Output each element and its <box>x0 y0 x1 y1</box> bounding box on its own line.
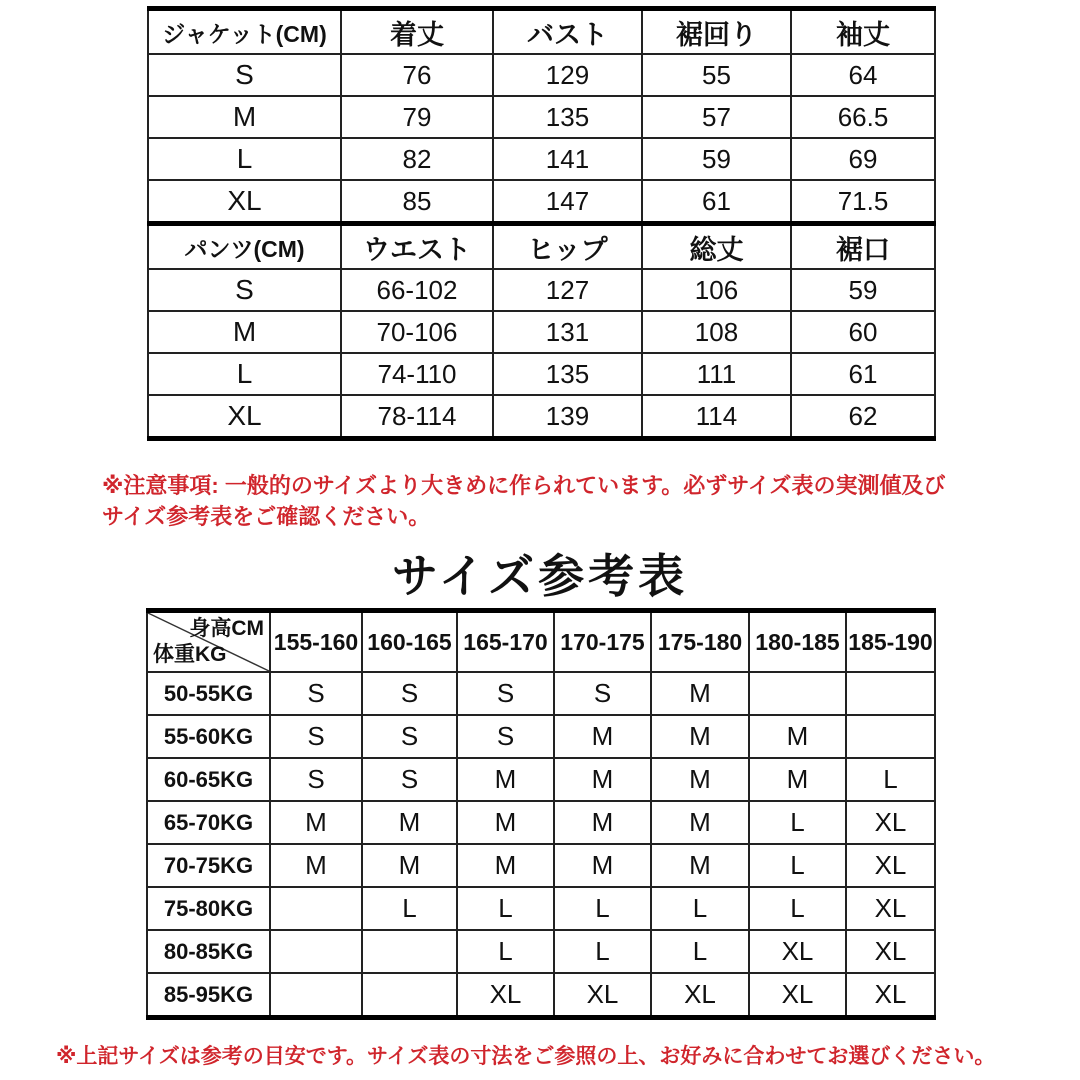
size-cell: M <box>554 758 651 801</box>
size-label: XL <box>148 395 341 439</box>
weight-row-label: 85-95KG <box>147 973 270 1018</box>
size-cell: L <box>362 887 457 930</box>
size-cell: M <box>362 801 457 844</box>
pants-row-m <box>148 311 935 353</box>
diagonal-header-cell <box>147 611 270 673</box>
size-cell: S <box>362 672 457 715</box>
weight-axis-label: 体重KG <box>153 643 227 666</box>
size-cell: XL <box>554 973 651 1018</box>
size-cell: M <box>554 715 651 758</box>
size-cell: XL <box>457 973 554 1018</box>
col-header-total-length: 総丈 <box>642 224 791 270</box>
size-cell: M <box>749 758 846 801</box>
height-col-header: 155-160 <box>270 611 362 673</box>
footer-note: ※上記サイズは参考の目安です。サイズ表の寸法をご参照の上、お好みに合わせてお選びください。 <box>56 1045 996 1068</box>
col-header-hip: ヒップ <box>493 224 642 270</box>
table-cell: 57 <box>642 96 791 138</box>
size-cell: XL <box>846 844 935 887</box>
table-cell: 60 <box>791 311 935 353</box>
table-cell: 59 <box>791 269 935 311</box>
size-cell: M <box>457 758 554 801</box>
table-cell: 64 <box>791 54 935 96</box>
jacket-row-xl <box>148 180 935 224</box>
size-cell: M <box>749 715 846 758</box>
weight-row-label: 55-60KG <box>147 715 270 758</box>
size-cell: S <box>270 672 362 715</box>
pants-header-row <box>148 224 935 270</box>
size-cell: L <box>457 930 554 973</box>
height-col-header: 175-180 <box>651 611 749 673</box>
col-header-waist: ウエスト <box>341 224 493 270</box>
table-cell: 139 <box>493 395 642 439</box>
size-cell: L <box>749 801 846 844</box>
size-reference-table <box>146 608 936 1020</box>
pants-row-xl <box>148 395 935 439</box>
size-label: M <box>148 96 341 138</box>
height-col-header: 160-165 <box>362 611 457 673</box>
col-header-bust: バスト <box>493 9 642 55</box>
weight-row-label: 75-80KG <box>147 887 270 930</box>
table-cell: 66-102 <box>341 269 493 311</box>
size-cell: S <box>362 715 457 758</box>
size-cell: S <box>457 715 554 758</box>
weight-row-label: 70-75KG <box>147 844 270 887</box>
height-axis-label: 身高CM <box>189 617 264 640</box>
size-cell: M <box>554 801 651 844</box>
size-cell: L <box>554 930 651 973</box>
height-col-header: 180-185 <box>749 611 846 673</box>
size-cell: S <box>362 758 457 801</box>
size-cell <box>270 887 362 930</box>
pants-row-l <box>148 353 935 395</box>
col-header-sleeve: 袖丈 <box>791 9 935 55</box>
table-cell: 55 <box>642 54 791 96</box>
height-col-header: 170-175 <box>554 611 651 673</box>
size-cell: L <box>651 930 749 973</box>
size-cell: XL <box>749 930 846 973</box>
size-label: M <box>148 311 341 353</box>
jacket-label: ジャケット(CM) <box>148 9 341 55</box>
size-cell: M <box>270 801 362 844</box>
pants-row-s <box>148 269 935 311</box>
jacket-row-m <box>148 96 935 138</box>
size-cell: XL <box>846 930 935 973</box>
table-cell: 74-110 <box>341 353 493 395</box>
size-cell: L <box>457 887 554 930</box>
size-cell: L <box>651 887 749 930</box>
size-cell <box>362 930 457 973</box>
size-cell: M <box>270 844 362 887</box>
caution-note-line1: ※注意事項: 一般的のサイズより大きめに作られています。必ずサイズ表の実測値及び <box>102 473 946 498</box>
size-cell: XL <box>846 887 935 930</box>
size-cell: M <box>651 758 749 801</box>
table-cell: 147 <box>493 180 642 224</box>
table-cell: 59 <box>642 138 791 180</box>
table-cell: 76 <box>341 54 493 96</box>
weight-row-50-55 <box>147 672 935 715</box>
size-cell: XL <box>749 973 846 1018</box>
table-cell: 106 <box>642 269 791 311</box>
size-cell: XL <box>846 973 935 1018</box>
size-label: XL <box>148 180 341 224</box>
size-cell: M <box>457 801 554 844</box>
table-cell: 129 <box>493 54 642 96</box>
weight-row-75-80 <box>147 887 935 930</box>
size-label: S <box>148 54 341 96</box>
size-cell: XL <box>846 801 935 844</box>
weight-row-65-70 <box>147 801 935 844</box>
table-cell: 111 <box>642 353 791 395</box>
table-cell: 135 <box>493 96 642 138</box>
table-cell: 71.5 <box>791 180 935 224</box>
size-label: L <box>148 353 341 395</box>
size-cell: XL <box>651 973 749 1018</box>
size-cell: L <box>749 844 846 887</box>
weight-row-label: 80-85KG <box>147 930 270 973</box>
size-cell: M <box>362 844 457 887</box>
weight-row-label: 65-70KG <box>147 801 270 844</box>
table-cell: 66.5 <box>791 96 935 138</box>
size-cell: S <box>270 758 362 801</box>
jacket-header-row <box>148 9 935 55</box>
table-cell: 61 <box>791 353 935 395</box>
jacket-pants-size-table <box>147 6 936 441</box>
table-cell: 85 <box>341 180 493 224</box>
weight-row-60-65 <box>147 758 935 801</box>
size-cell: L <box>846 758 935 801</box>
size-cell <box>270 930 362 973</box>
size-cell: S <box>270 715 362 758</box>
weight-row-85-95 <box>147 973 935 1018</box>
jacket-row-l <box>148 138 935 180</box>
size-cell: M <box>651 801 749 844</box>
size-cell: S <box>554 672 651 715</box>
weight-row-55-60 <box>147 715 935 758</box>
size-label: S <box>148 269 341 311</box>
size-cell: M <box>651 844 749 887</box>
size-cell: M <box>457 844 554 887</box>
table-cell: 108 <box>642 311 791 353</box>
size-cell <box>270 973 362 1018</box>
size-cell: M <box>651 715 749 758</box>
size-reference-title: サイズ参考表 <box>391 550 689 602</box>
size-cell: M <box>554 844 651 887</box>
caution-note <box>102 470 982 532</box>
size-cell: S <box>457 672 554 715</box>
jacket-row-s <box>148 54 935 96</box>
size-label: L <box>148 138 341 180</box>
pants-label: パンツ(CM) <box>148 224 341 270</box>
height-col-header: 165-170 <box>457 611 554 673</box>
weight-row-70-75 <box>147 844 935 887</box>
weight-row-80-85 <box>147 930 935 973</box>
weight-row-label: 50-55KG <box>147 672 270 715</box>
col-header-hem: 裾回り <box>642 9 791 55</box>
size-cell: L <box>749 887 846 930</box>
table-cell: 79 <box>341 96 493 138</box>
table-cell: 82 <box>341 138 493 180</box>
table-cell: 127 <box>493 269 642 311</box>
size-cell <box>846 715 935 758</box>
table-cell: 69 <box>791 138 935 180</box>
table-cell: 61 <box>642 180 791 224</box>
size-cell: M <box>651 672 749 715</box>
table-cell: 78-114 <box>341 395 493 439</box>
reference-header-row <box>147 611 935 673</box>
caution-note-line2: サイズ参考表をご確認ください。 <box>102 504 431 530</box>
col-header-body-length: 着丈 <box>341 9 493 55</box>
col-header-leg-opening: 裾口 <box>791 224 935 270</box>
weight-row-label: 60-65KG <box>147 758 270 801</box>
table-cell: 135 <box>493 353 642 395</box>
table-cell: 131 <box>493 311 642 353</box>
table-cell: 62 <box>791 395 935 439</box>
table-cell: 141 <box>493 138 642 180</box>
size-cell: L <box>554 887 651 930</box>
size-cell <box>749 672 846 715</box>
size-cell <box>362 973 457 1018</box>
height-col-header: 185-190 <box>846 611 935 673</box>
size-cell <box>846 672 935 715</box>
table-cell: 114 <box>642 395 791 439</box>
table-cell: 70-106 <box>341 311 493 353</box>
